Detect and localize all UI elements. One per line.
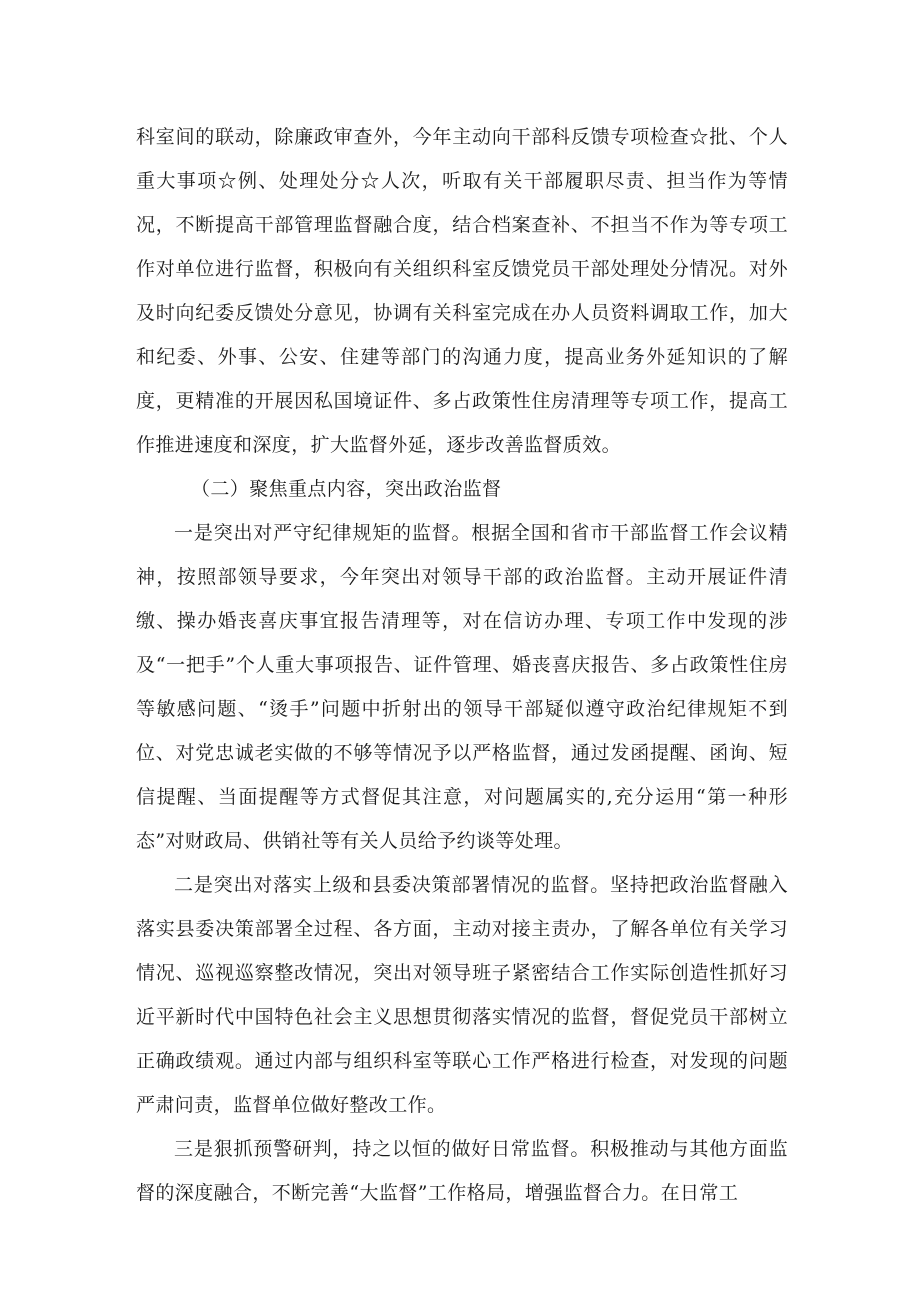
paragraph-early-warning: 三是狠抓预警研判，持之以恒的做好日常监督。积极推动与其他方面监督的深度融合，不断完善“大监督”工作格局，增强监督合力。在日常工 xyxy=(136,1138,788,1204)
paragraph-continuation: 科室间的联动，除廉政审查外，今年主动向干部科反馈专项检查☆批、个人重大事项☆例、处理处分☆人次，听取有关干部履职尽责、担当作为等情况，不断提高干部管理监督融合度，结合档案查补、不担当不作为等专项工作对单位进行监督，积极向有关组织科室反馈党员干部处理处分情况。对外及时向纪委反馈处分意见，协调有关科室完成在办人员资料调取工作，加大和纪委、外事、公安、住建等部门的沟通力度，提高业务外延知识的了解度，更精准的开展因私国境证件、多占政策性住房清理等专项工作，提高工作推进速度和深度，扩大监督外延，逐步改善监督质效。 xyxy=(136,126,788,456)
paragraph-discipline-supervision: 一是突出对严守纪律规矩的监督。根据全国和省市干部监督工作会议精神，按照部领导要求，今年突出对领导干部的政治监督。主动开展证件清缴、操办婚丧喜庆事宜报告清理等，对在信访办理、专项工作中发现的涉及“一把手”个人重大事项报告、证件管理、婚丧喜庆报告、多占政策性住房等敏感问题、“烫手”问题中折射出的领导干部疑似遵守政治纪律规矩不到位、对党忠诚老实做的不够等情况予以严格监督，通过发函提醒、函询、短信提醒、当面提醒等方式督促其注意，对问题属实的,充分运用“第一种形态”对财政局、供销社等有关人员给予约谈等处理。 xyxy=(136,522,788,852)
document-body xyxy=(136,115,788,1259)
section-heading: （二）聚焦重点内容，突出政治监督 xyxy=(191,478,502,500)
paragraph-decision-implementation: 二是突出对落实上级和县委决策部署情况的监督。坚持把政治监督融入落实县委决策部署全过程、各方面，主动对接主责办，了解各单位有关学习情况、巡视巡察整改情况，突出对领导班子紧密结合工作实际创造性抓好习近平新时代中国特色社会主义思想贯彻落实情况的监督，督促党员干部树立正确政绩观。通过内部与组织科室等联心工作严格进行检查，对发现的问题严肃问责，监督单位做好整改工作。 xyxy=(136,874,788,1116)
